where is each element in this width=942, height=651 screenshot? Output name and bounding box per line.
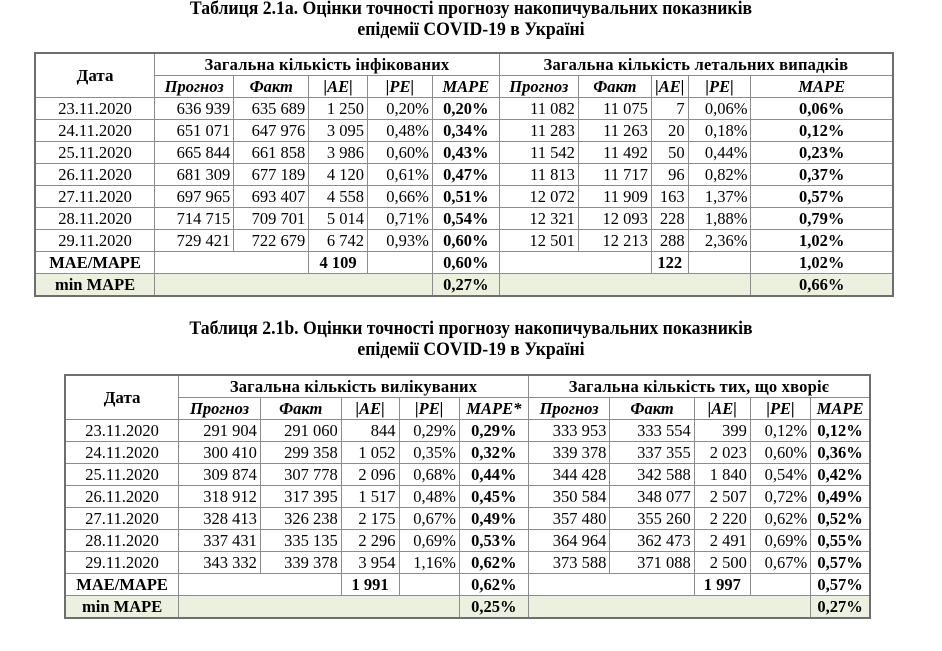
mape-cell: 0,62% — [459, 552, 528, 574]
forecast-cell: 350 584 — [528, 486, 610, 508]
pe-cell: 0,62% — [750, 508, 810, 530]
mape-cell: 0,49% — [459, 508, 528, 530]
min-mape-value: 0,27% — [432, 274, 499, 297]
table-row — [65, 464, 870, 486]
col-header-ae: |AE| — [651, 76, 688, 98]
pe-cell: 0,68% — [399, 464, 459, 486]
table-a-title-line1: Таблиця 2.1a. Оцінки точності прогнозу накопичувальних показників — [189, 0, 753, 19]
pe-cell: 0,82% — [688, 164, 751, 186]
fact-cell: 342 588 — [610, 464, 694, 486]
table-a-body — [35, 98, 893, 297]
mape-value: 0,62% — [459, 574, 528, 596]
date-cell: 28.11.2020 — [35, 208, 155, 230]
group-header-infected: Загальна кількість інфікованих — [155, 53, 500, 76]
fact-cell: 335 135 — [260, 530, 341, 552]
empty-cell — [179, 574, 341, 596]
forecast-cell: 357 480 — [528, 508, 610, 530]
table-a-group-header-row — [35, 53, 893, 76]
date-cell: 25.11.2020 — [65, 464, 179, 486]
col-header-mape: MAPE — [811, 398, 870, 420]
date-cell: 23.11.2020 — [35, 98, 155, 120]
pe-cell: 0,29% — [399, 420, 459, 442]
col-header-ae: |AE| — [694, 398, 750, 420]
ae-cell: 163 — [651, 186, 688, 208]
ae-cell: 2 491 — [694, 530, 750, 552]
col-header-mape: MAPE — [432, 76, 499, 98]
mae-mape-row — [65, 574, 870, 596]
forecast-cell: 300 410 — [179, 442, 261, 464]
pe-cell: 0,66% — [368, 186, 433, 208]
fact-cell: 307 778 — [260, 464, 341, 486]
min-mape-row — [65, 596, 870, 619]
table-a — [34, 52, 894, 297]
empty-cell — [688, 252, 751, 274]
forecast-cell: 651 071 — [155, 120, 234, 142]
pe-cell: 0,35% — [399, 442, 459, 464]
ae-cell: 399 — [694, 420, 750, 442]
col-header-pe: |PE| — [750, 398, 810, 420]
pe-cell: 0,71% — [368, 208, 433, 230]
fact-cell: 635 689 — [234, 98, 309, 120]
ae-cell: 2 220 — [694, 508, 750, 530]
table-b-title-line2: епідемії COVID-19 в Україні — [357, 339, 585, 360]
forecast-cell: 333 953 — [528, 420, 610, 442]
table-a-title-line2: епідемії COVID-19 в Україні — [357, 19, 585, 40]
mape-cell: 0,55% — [811, 530, 870, 552]
pe-cell: 0,48% — [368, 120, 433, 142]
empty-cell — [528, 574, 694, 596]
mape-cell: 0,60% — [432, 230, 499, 252]
empty-cell — [155, 252, 309, 274]
date-cell: 25.11.2020 — [35, 142, 155, 164]
ae-cell: 7 — [651, 98, 688, 120]
ae-cell: 4 120 — [309, 164, 368, 186]
ae-cell: 844 — [341, 420, 399, 442]
fact-cell: 11 263 — [578, 120, 651, 142]
date-cell: 27.11.2020 — [35, 186, 155, 208]
col-header-fact: Факт — [234, 76, 309, 98]
pe-cell: 0,60% — [750, 442, 810, 464]
table-row — [65, 552, 870, 574]
ae-cell: 288 — [651, 230, 688, 252]
ae-cell: 5 014 — [309, 208, 368, 230]
ae-cell: 2 296 — [341, 530, 399, 552]
mae-value: 1 997 — [694, 574, 750, 596]
pe-cell: 2,36% — [688, 230, 751, 252]
table-row — [35, 186, 893, 208]
col-header-ae: |AE| — [341, 398, 399, 420]
fact-cell: 11 492 — [578, 142, 651, 164]
pe-cell: 0,93% — [368, 230, 433, 252]
mape-cell: 1,02% — [751, 230, 893, 252]
fact-cell: 362 473 — [610, 530, 694, 552]
empty-cell — [499, 252, 651, 274]
forecast-cell: 12 321 — [499, 208, 578, 230]
fact-cell: 11 717 — [578, 164, 651, 186]
mape-value: 0,60% — [432, 252, 499, 274]
mae-value: 122 — [651, 252, 688, 274]
pe-cell: 0,12% — [750, 420, 810, 442]
forecast-cell: 729 421 — [155, 230, 234, 252]
mape-cell: 0,12% — [811, 420, 870, 442]
col-header-pe: |PE| — [688, 76, 751, 98]
forecast-cell: 697 965 — [155, 186, 234, 208]
min-mape-value: 0,27% — [811, 596, 870, 619]
forecast-cell: 318 912 — [179, 486, 261, 508]
empty-cell — [750, 574, 810, 596]
col-header-forecast: Прогноз — [179, 398, 261, 420]
date-header: Дата — [35, 53, 155, 98]
date-cell: 28.11.2020 — [65, 530, 179, 552]
fact-cell: 12 213 — [578, 230, 651, 252]
mape-cell: 0,44% — [459, 464, 528, 486]
pe-cell: 0,67% — [750, 552, 810, 574]
mae-mape-label: MAE/MAPE — [35, 252, 155, 274]
pe-cell: 0,72% — [750, 486, 810, 508]
table-a-sub-header-row — [35, 76, 893, 98]
pe-cell: 1,88% — [688, 208, 751, 230]
table-row — [65, 508, 870, 530]
table-b-group-header-row — [65, 375, 870, 398]
ae-cell: 2 175 — [341, 508, 399, 530]
ae-cell: 50 — [651, 142, 688, 164]
pe-cell: 0,18% — [688, 120, 751, 142]
min-mape-row — [35, 274, 893, 297]
mape-cell: 0,20% — [432, 98, 499, 120]
shaded-empty-cell — [528, 596, 810, 619]
ae-cell: 1 517 — [341, 486, 399, 508]
fact-cell: 661 858 — [234, 142, 309, 164]
mae-mape-label: MAE/MAPE — [65, 574, 179, 596]
forecast-cell: 11 813 — [499, 164, 578, 186]
pe-cell: 0,20% — [368, 98, 433, 120]
date-header: Дата — [65, 375, 179, 420]
mae-value: 1 991 — [341, 574, 399, 596]
table-row — [35, 164, 893, 186]
table-row — [35, 230, 893, 252]
ae-cell: 2 507 — [694, 486, 750, 508]
col-header-ae: |AE| — [309, 76, 368, 98]
mape-cell: 0,53% — [459, 530, 528, 552]
shaded-empty-cell — [499, 274, 751, 297]
forecast-cell: 343 332 — [179, 552, 261, 574]
forecast-cell: 339 378 — [528, 442, 610, 464]
fact-cell: 337 355 — [610, 442, 694, 464]
group-header-active: Загальна кількість тих, що хворіє — [528, 375, 870, 398]
pe-cell: 0,44% — [688, 142, 751, 164]
mape-cell: 0,12% — [751, 120, 893, 142]
forecast-cell: 714 715 — [155, 208, 234, 230]
fact-cell: 12 093 — [578, 208, 651, 230]
mape-cell: 0,29% — [459, 420, 528, 442]
ae-cell: 1 250 — [309, 98, 368, 120]
col-header-pe: |PE| — [399, 398, 459, 420]
mape-cell: 0,57% — [751, 186, 893, 208]
forecast-cell: 665 844 — [155, 142, 234, 164]
forecast-cell: 291 904 — [179, 420, 261, 442]
mape-cell: 0,43% — [432, 142, 499, 164]
forecast-cell: 11 082 — [499, 98, 578, 120]
fact-cell: 11 909 — [578, 186, 651, 208]
ae-cell: 1 052 — [341, 442, 399, 464]
forecast-cell: 328 413 — [179, 508, 261, 530]
pe-cell: 0,61% — [368, 164, 433, 186]
table-row — [35, 142, 893, 164]
fact-cell: 11 075 — [578, 98, 651, 120]
mape-cell: 0,54% — [432, 208, 499, 230]
date-cell: 29.11.2020 — [65, 552, 179, 574]
col-header-mape: MAPE* — [459, 398, 528, 420]
forecast-cell: 344 428 — [528, 464, 610, 486]
empty-cell — [399, 574, 459, 596]
ae-cell: 3 954 — [341, 552, 399, 574]
group-header-deaths: Загальна кількість летальних випадків — [499, 53, 893, 76]
date-cell: 27.11.2020 — [65, 508, 179, 530]
col-header-pe: |PE| — [368, 76, 433, 98]
table-row — [35, 98, 893, 120]
table-row — [65, 442, 870, 464]
ae-cell: 20 — [651, 120, 688, 142]
table-b — [64, 374, 871, 619]
col-header-forecast: Прогноз — [155, 76, 234, 98]
ae-cell: 96 — [651, 164, 688, 186]
fact-cell: 299 358 — [260, 442, 341, 464]
forecast-cell: 373 588 — [528, 552, 610, 574]
mape-cell: 0,32% — [459, 442, 528, 464]
mape-cell: 0,06% — [751, 98, 893, 120]
date-cell: 29.11.2020 — [35, 230, 155, 252]
table-row — [65, 530, 870, 552]
mape-cell: 0,23% — [751, 142, 893, 164]
fact-cell: 722 679 — [234, 230, 309, 252]
pe-cell: 1,16% — [399, 552, 459, 574]
forecast-cell: 11 283 — [499, 120, 578, 142]
ae-cell: 3 095 — [309, 120, 368, 142]
min-mape-value: 0,25% — [459, 596, 528, 619]
pe-cell: 0,67% — [399, 508, 459, 530]
fact-cell: 371 088 — [610, 552, 694, 574]
pe-cell: 0,54% — [750, 464, 810, 486]
date-cell: 26.11.2020 — [35, 164, 155, 186]
table-a-title — [33, 0, 909, 40]
table-b-body — [65, 420, 870, 619]
forecast-cell: 12 501 — [499, 230, 578, 252]
pe-cell: 0,48% — [399, 486, 459, 508]
ae-cell: 2 096 — [341, 464, 399, 486]
table-b-title-line1: Таблиця 2.1b. Оцінки точності прогнозу накопичувальних показників — [189, 318, 753, 339]
min-mape-label: min MAPE — [35, 274, 155, 297]
ae-cell: 6 742 — [309, 230, 368, 252]
mape-cell: 0,36% — [811, 442, 870, 464]
date-cell: 24.11.2020 — [65, 442, 179, 464]
table-b-title — [33, 318, 909, 360]
forecast-cell: 681 309 — [155, 164, 234, 186]
date-cell: 24.11.2020 — [35, 120, 155, 142]
col-header-fact: Факт — [610, 398, 694, 420]
fact-cell: 709 701 — [234, 208, 309, 230]
date-cell: 23.11.2020 — [65, 420, 179, 442]
mape-cell: 0,79% — [751, 208, 893, 230]
group-header-recovered: Загальна кількість вилікуваних — [179, 375, 529, 398]
mape-value: 0,57% — [811, 574, 870, 596]
pe-cell: 1,37% — [688, 186, 751, 208]
mape-cell: 0,49% — [811, 486, 870, 508]
fact-cell: 348 077 — [610, 486, 694, 508]
col-header-forecast: Прогноз — [499, 76, 578, 98]
min-mape-value: 0,66% — [751, 274, 893, 297]
forecast-cell: 364 964 — [528, 530, 610, 552]
table-row — [35, 208, 893, 230]
ae-cell: 4 558 — [309, 186, 368, 208]
forecast-cell: 337 431 — [179, 530, 261, 552]
pe-cell: 0,69% — [399, 530, 459, 552]
table-row — [65, 486, 870, 508]
pe-cell: 0,06% — [688, 98, 751, 120]
fact-cell: 326 238 — [260, 508, 341, 530]
table-row — [65, 420, 870, 442]
mae-mape-row — [35, 252, 893, 274]
shaded-empty-cell — [155, 274, 433, 297]
date-cell: 26.11.2020 — [65, 486, 179, 508]
fact-cell: 339 378 — [260, 552, 341, 574]
mape-cell: 0,52% — [811, 508, 870, 530]
shaded-empty-cell — [179, 596, 460, 619]
ae-cell: 2 023 — [694, 442, 750, 464]
table-row — [35, 120, 893, 142]
mape-cell: 0,45% — [459, 486, 528, 508]
forecast-cell: 309 874 — [179, 464, 261, 486]
fact-cell: 355 260 — [610, 508, 694, 530]
min-mape-label: min MAPE — [65, 596, 179, 619]
empty-cell — [368, 252, 433, 274]
col-header-forecast: Прогноз — [528, 398, 610, 420]
fact-cell: 647 976 — [234, 120, 309, 142]
ae-cell: 3 986 — [309, 142, 368, 164]
fact-cell: 333 554 — [610, 420, 694, 442]
ae-cell: 1 840 — [694, 464, 750, 486]
forecast-cell: 11 542 — [499, 142, 578, 164]
table-b-sub-header-row — [65, 398, 870, 420]
forecast-cell: 636 939 — [155, 98, 234, 120]
mape-cell: 0,51% — [432, 186, 499, 208]
pe-cell: 0,69% — [750, 530, 810, 552]
mape-value: 1,02% — [751, 252, 893, 274]
mape-cell: 0,37% — [751, 164, 893, 186]
mape-cell: 0,42% — [811, 464, 870, 486]
ae-cell: 2 500 — [694, 552, 750, 574]
ae-cell: 228 — [651, 208, 688, 230]
fact-cell: 317 395 — [260, 486, 341, 508]
col-header-fact: Факт — [578, 76, 651, 98]
forecast-cell: 12 072 — [499, 186, 578, 208]
mape-cell: 0,57% — [811, 552, 870, 574]
col-header-mape: MAPE — [751, 76, 893, 98]
mape-cell: 0,34% — [432, 120, 499, 142]
fact-cell: 291 060 — [260, 420, 341, 442]
mape-cell: 0,47% — [432, 164, 499, 186]
fact-cell: 693 407 — [234, 186, 309, 208]
fact-cell: 677 189 — [234, 164, 309, 186]
col-header-fact: Факт — [260, 398, 341, 420]
mae-value: 4 109 — [309, 252, 368, 274]
pe-cell: 0,60% — [368, 142, 433, 164]
